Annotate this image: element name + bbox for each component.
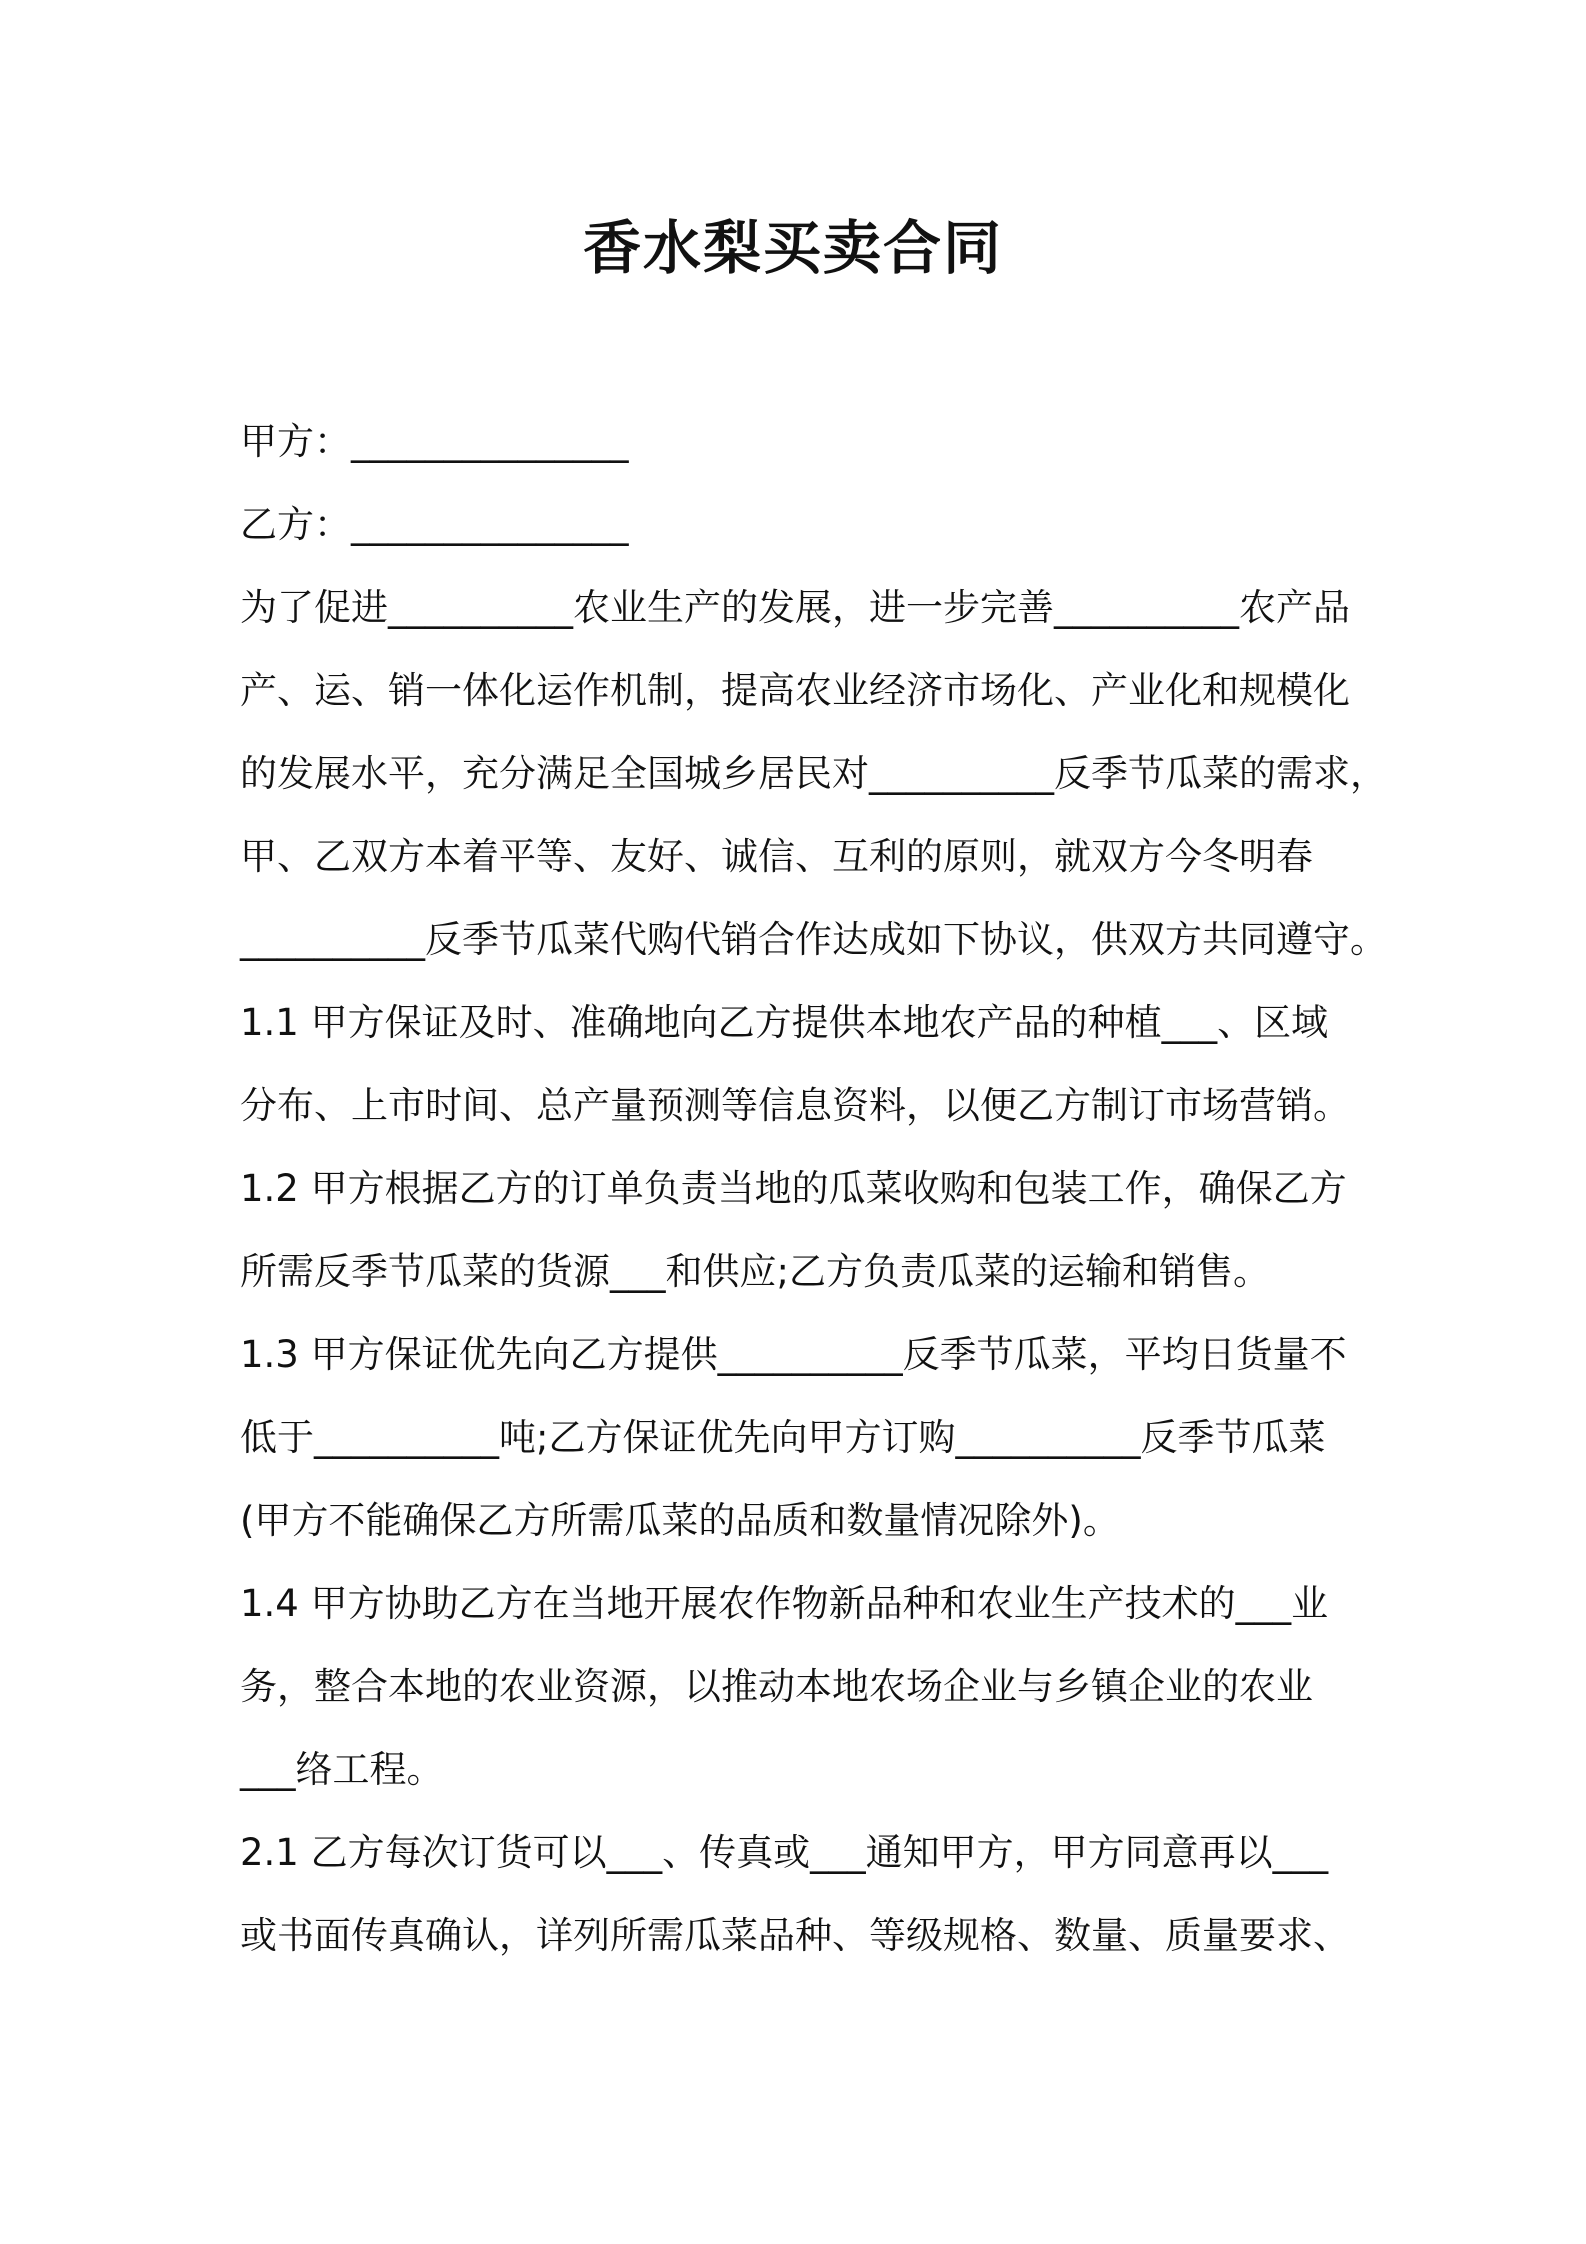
preamble-line-4: 甲、乙双方本着平等、友好、诚信、互利的原则，就双方今冬明春 bbox=[240, 835, 1313, 878]
party-b-line: 乙方：_______________ bbox=[240, 503, 629, 546]
clause-1-1-line-2: 分布、上市时间、总产量预测等信息资料，以便乙方制订市场营销。 bbox=[240, 1084, 1350, 1127]
document-title: 香水梨买卖合同 bbox=[582, 214, 1003, 282]
clause-1-2-line-1: 1.2 甲方根据乙方的订单负责当地的瓜菜收购和包装工作，确保乙方 bbox=[240, 1167, 1347, 1210]
preamble-line-2: 产、运、销一体化运作机制，提高农业经济市场化、产业化和规模化 bbox=[240, 669, 1350, 712]
clause-2-1-line-1: 2.1 乙方每次订货可以___、传真或___通知甲方，甲方同意再以___ bbox=[240, 1831, 1329, 1874]
clause-1-4-line-2: 务，整合本地的农业资源，以推动本地农场企业与乡镇企业的农业 bbox=[240, 1665, 1313, 1708]
clause-1-3-line-2: 低于__________吨;乙方保证优先向甲方订购__________反季节瓜菜 bbox=[240, 1416, 1326, 1459]
party-a-line: 甲方：_______________ bbox=[240, 420, 629, 463]
clause-1-1-line-1: 1.1 甲方保证及时、准确地向乙方提供本地农产品的种植___、区域 bbox=[240, 1001, 1329, 1044]
clause-1-3-line-1: 1.3 甲方保证优先向乙方提供__________反季节瓜菜，平均日货量不 bbox=[240, 1333, 1347, 1376]
preamble-line-3: 的发展水平，充分满足全国城乡居民对__________反季节瓜菜的需求， bbox=[240, 752, 1387, 795]
preamble-line-1: 为了促进__________农业生产的发展，进一步完善__________农产品 bbox=[240, 586, 1350, 629]
clause-1-4-line-3: ___络工程。 bbox=[240, 1748, 444, 1791]
clause-2-1-line-2: 或书面传真确认，详列所需瓜菜品种、等级规格、数量、质量要求、 bbox=[240, 1914, 1350, 1957]
document-body bbox=[240, 400, 1387, 1977]
clause-1-2-line-2: 所需反季节瓜菜的货源___和供应;乙方负责瓜菜的运输和销售。 bbox=[240, 1250, 1270, 1293]
clause-1-3-line-3: (甲方不能确保乙方所需瓜菜的品质和数量情况除外)。 bbox=[240, 1499, 1120, 1542]
clause-1-4-line-1: 1.4 甲方协助乙方在当地开展农作物新品种和农业生产技术的___业 bbox=[240, 1582, 1329, 1625]
preamble-line-5: __________反季节瓜菜代购代销合作达成如下协议，供双方共同遵守。 bbox=[240, 918, 1387, 961]
